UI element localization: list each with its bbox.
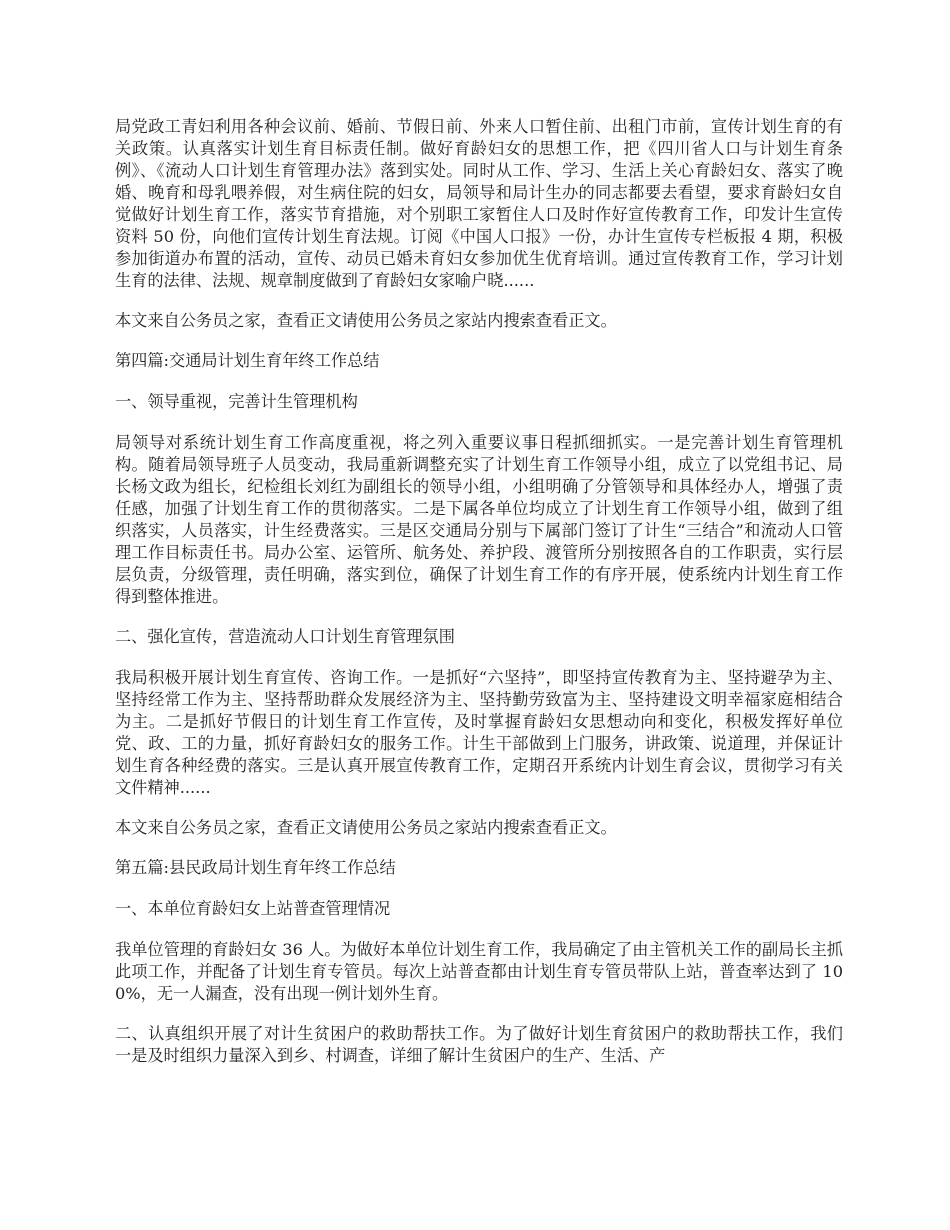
subheading-census: 一、本单位育龄妇女上站普查管理情况	[115, 899, 391, 918]
document-body	[115, 116, 843, 1085]
paragraph-publicity: 我局积极开展计划生育宣传、咨询工作。一是抓好“六坚持”，即坚持宣传教育为主、坚持避孕为主、坚持经常工作为主、坚持帮助群众发展经济为主、坚持勤劳致富为主、坚持建设文明幸福家庭相结合为主。二是抓好节假日的计划生育工作宣传，及时掌握育龄妇女思想动向和变化，积极发挥好单位党、政、工的力量，抓好育龄妇女的服务工作。计生干部做到上门服务，讲政策、说道理，并保证计划生育各种经费的落实。三是认真开展宣传教育工作，定期召开系统内计划生育会议，贯彻学习有关文件精神......	[115, 668, 843, 797]
source-note: 本文来自公务员之家，查看正文请使用公务员之家站内搜索查看正文。	[115, 311, 617, 330]
section-title-part-5: 第五篇:县民政局计划生育年终工作总结	[115, 858, 396, 877]
subheading-publicity: 二、强化宣传，营造流动人口计划生育管理氛围	[115, 627, 455, 646]
paragraph-leadership: 局领导对系统计划生育工作高度重视，将之列入重要议事日程抓细抓实。一是完善计划生育管理机构。随着局领导班子人员变动，我局重新调整充实了计划生育工作领导小组，成立了以党组书记、局长杨文政为组长，纪检组长刘红为副组长的领导小组，小组明确了分管领导和具体经办人，增强了责任感，加强了计划生育工作的贯彻落实。二是下属各单位均成立了计划生育工作领导小组，做到了组织落实，人员落实，计生经费落实。三是区交通局分别与下属部门签订了计生“三结合”和流动人口管理工作目标责任书。局办公室、运管所、航务处、养护段、渡管所分别按照各自的工作职责，实行层层负责，分级管理，责任明确，落实到位，确保了计划生育工作的有序开展，使系统内计划生育工作得到整体推进。	[115, 433, 843, 606]
paragraph-census: 我单位管理的育龄妇女 36 人。为做好本单位计划生育工作，我局确定了由主管机关工作的副局长主抓此项工作，并配备了计划生育专管员。每次上站普查都由计划生育专管员带队上站，普查率达到了 100%，无一人漏查，没有出现一例计划外生育。	[115, 940, 843, 1003]
subheading-leadership: 一、领导重视，完善计生管理机构	[115, 392, 358, 411]
paragraph-assistance: 二、认真组织开展了对计生贫困户的救助帮扶工作。为了做好计划生育贫困户的救助帮扶工作，我们一是及时组织力量深入到乡、村调查，详细了解计生贫困户的生产、生活、产	[115, 1024, 843, 1065]
section-title-part-4: 第四篇:交通局计划生育年终工作总结	[115, 351, 380, 370]
source-note: 本文来自公务员之家，查看正文请使用公务员之家站内搜索查看正文。	[115, 818, 617, 837]
paragraph-propaganda-work: 局党政工青妇利用各种会议前、婚前、节假日前、外来人口暂住前、出租门市前，宣传计划生育的有关政策。认真落实计划生育目标责任制。做好育龄妇女的思想工作，把《四川省人口与计划生育条例》、《流动人口计划生育管理办法》落到实处。同时从工作、学习、生活上关心育龄妇女、落实了晚婚、晚育和母乳喂养假，对生病住院的妇女，局领导和局计生办的同志都要去看望，要求育龄妇女自觉做好计划生育工作，落实节育措施，对个别职工家暂住人口及时作好宣传教育工作，印发计生宣传资料 50 份，向他们宣传计划生育法规。订阅《中国人口报》一份，办计生宣传专栏板报 4 期，积极参加街道办布置的活动，宣传、动员已婚未育妇女参加优生优育培训。通过宣传教育工作，学习计划生育的法律、法规、规章制度做到了育龄妇女家喻户晓......	[115, 117, 843, 290]
